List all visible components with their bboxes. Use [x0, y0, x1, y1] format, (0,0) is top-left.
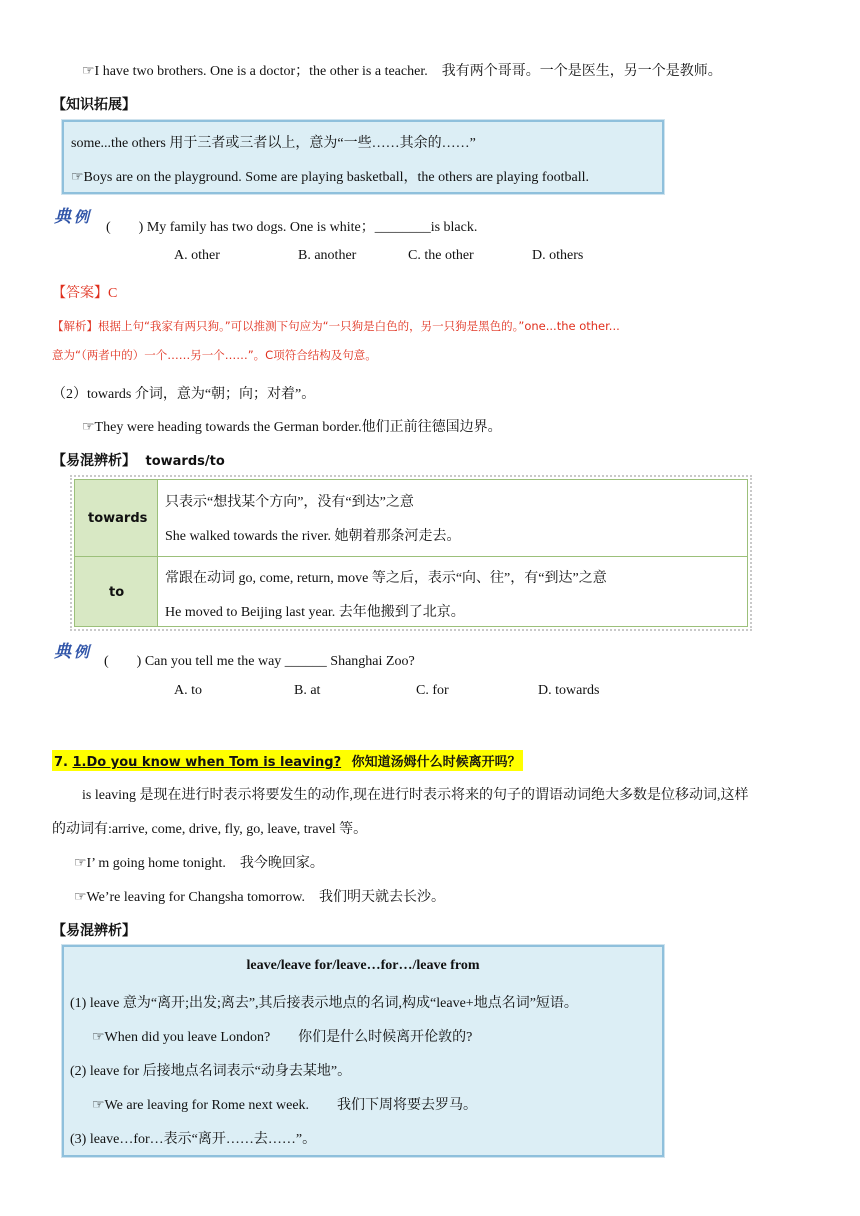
section-7-example-1: ☞I’ m going home tonight. 我今晚回家。	[74, 856, 324, 871]
svg-text:典: 典	[54, 207, 71, 227]
question-2-stem: ( ) Can you tell me the way ______ Shanghai Zoo?	[104, 654, 415, 669]
knowledge-box-line2: ☞Boys are on the playground. Some are playing basketball，the others are playing football.	[71, 170, 589, 185]
section-7-number: 7.	[54, 755, 73, 770]
section-7-title-cn: 你知道汤姆什么时候离开吗？	[351, 755, 521, 770]
question-1-option-c: C. the other	[408, 248, 474, 263]
compare-heading-1-prefix: 【易混辨析】	[52, 454, 136, 469]
leave-box-line2: ☞When did you leave London? 你们是什么时候离开伦敦的?	[92, 1030, 473, 1045]
question-2-option-c: C. for	[416, 683, 449, 698]
compare-row-1-line2: She walked towards the river. 她朝着那条河走去。	[165, 529, 461, 544]
question-2-option-a: A. to	[174, 683, 202, 698]
question-2-option-d: D. towards	[538, 683, 600, 698]
knowledge-box	[62, 120, 664, 194]
towards-example: ☞They were heading towards the German border.他们正前往德国边界。	[82, 420, 502, 435]
section-7-title	[52, 750, 523, 771]
question-1-analysis-line2: 意为“（两者中的）一个……另一个……”。C项符合结构及句意。	[52, 348, 377, 362]
leave-box-title: leave/leave for/leave…for…/leave from	[246, 958, 480, 973]
section-7-title-en: 1.Do you know when Tom is leaving?	[72, 755, 342, 770]
compare-table-1-term-column	[75, 480, 158, 626]
section-7-paragraph-line1: is leaving 是现在进行时表示将要发生的动作,现在进行时表示将来的句子的谓语动词绝大多数是位移动词,这样	[82, 788, 749, 803]
example-icon	[54, 205, 98, 227]
leave-box-line4: ☞We are leaving for Rome next week. 我们下周将要去罗马。	[92, 1098, 478, 1113]
compare-row-2-line2: He moved to Beijing last year. 去年他搬到了北京。	[165, 605, 465, 620]
leave-box-line1: (1) leave 意为“离开;出发;离去”,其后接表示地点的名词,构成“leave+地点名词”短语。	[70, 996, 578, 1011]
section-7-example-2: ☞We’re leaving for Changsha tomorrow. 我们明天就去长沙。	[74, 890, 445, 905]
compare-heading-2: 【易混辨析】	[52, 924, 136, 939]
question-2-option-b: B. at	[294, 683, 321, 698]
knowledge-extension-heading: 【知识拓展】	[52, 98, 136, 113]
svg-text:典: 典	[54, 642, 71, 662]
question-1-option-b: B. another	[298, 248, 357, 263]
question-1-stem: ( ) My family has two dogs. One is white；________is black.	[106, 220, 478, 235]
question-1-option-d: D. others	[532, 248, 584, 263]
question-1-option-a: A. other	[174, 248, 220, 263]
compare-row-1-line1: 只表示“想找某个方向”，没有“到达”之意	[165, 495, 414, 510]
towards-definition: （2）towards 介词，意为“朝；向；对着”。	[52, 387, 316, 402]
knowledge-box-line1: some...the others 用于三者或三者以上，意为“一些……其余的……”	[71, 136, 476, 151]
compare-table-1-row-divider	[75, 556, 747, 557]
compare-row-2-line1: 常跟在动词 go, come, return, move 等之后，表示“向、往”，有“到达”之意	[165, 571, 607, 586]
compare-heading-1	[52, 450, 225, 470]
question-1-answer: 【答案】C	[52, 286, 118, 301]
compare-heading-1-topic: towards/to	[145, 454, 225, 469]
compare-table-1-grid	[74, 479, 748, 627]
compare-row-1-term: towards	[88, 511, 148, 526]
leave-box-line3: (2) leave for 后接地点名词表示“动身去某地”。	[70, 1064, 352, 1079]
svg-text:例: 例	[74, 208, 90, 226]
example-icon-2	[54, 640, 98, 662]
section-7-paragraph-line2: 的动词有:arrive, come, drive, fly, go, leave, travel 等。	[52, 822, 368, 837]
question-1-analysis-line1: 【解析】根据上句“我家有两只狗。”可以推测下句应为“一只狗是白色的，另一只狗是黑色的。”one...the other...	[52, 319, 620, 333]
leave-box	[62, 945, 664, 1157]
compare-table-1	[70, 475, 752, 631]
intro-example: ☞I have two brothers. One is a doctor；the other is a teacher. 我有两个哥哥。一个是医生，另一个是教师。	[82, 64, 722, 79]
compare-row-2-term: to	[109, 585, 125, 600]
svg-text:例: 例	[74, 643, 90, 661]
leave-box-line5: (3) leave…for…表示“离开……去……”。	[70, 1132, 317, 1147]
